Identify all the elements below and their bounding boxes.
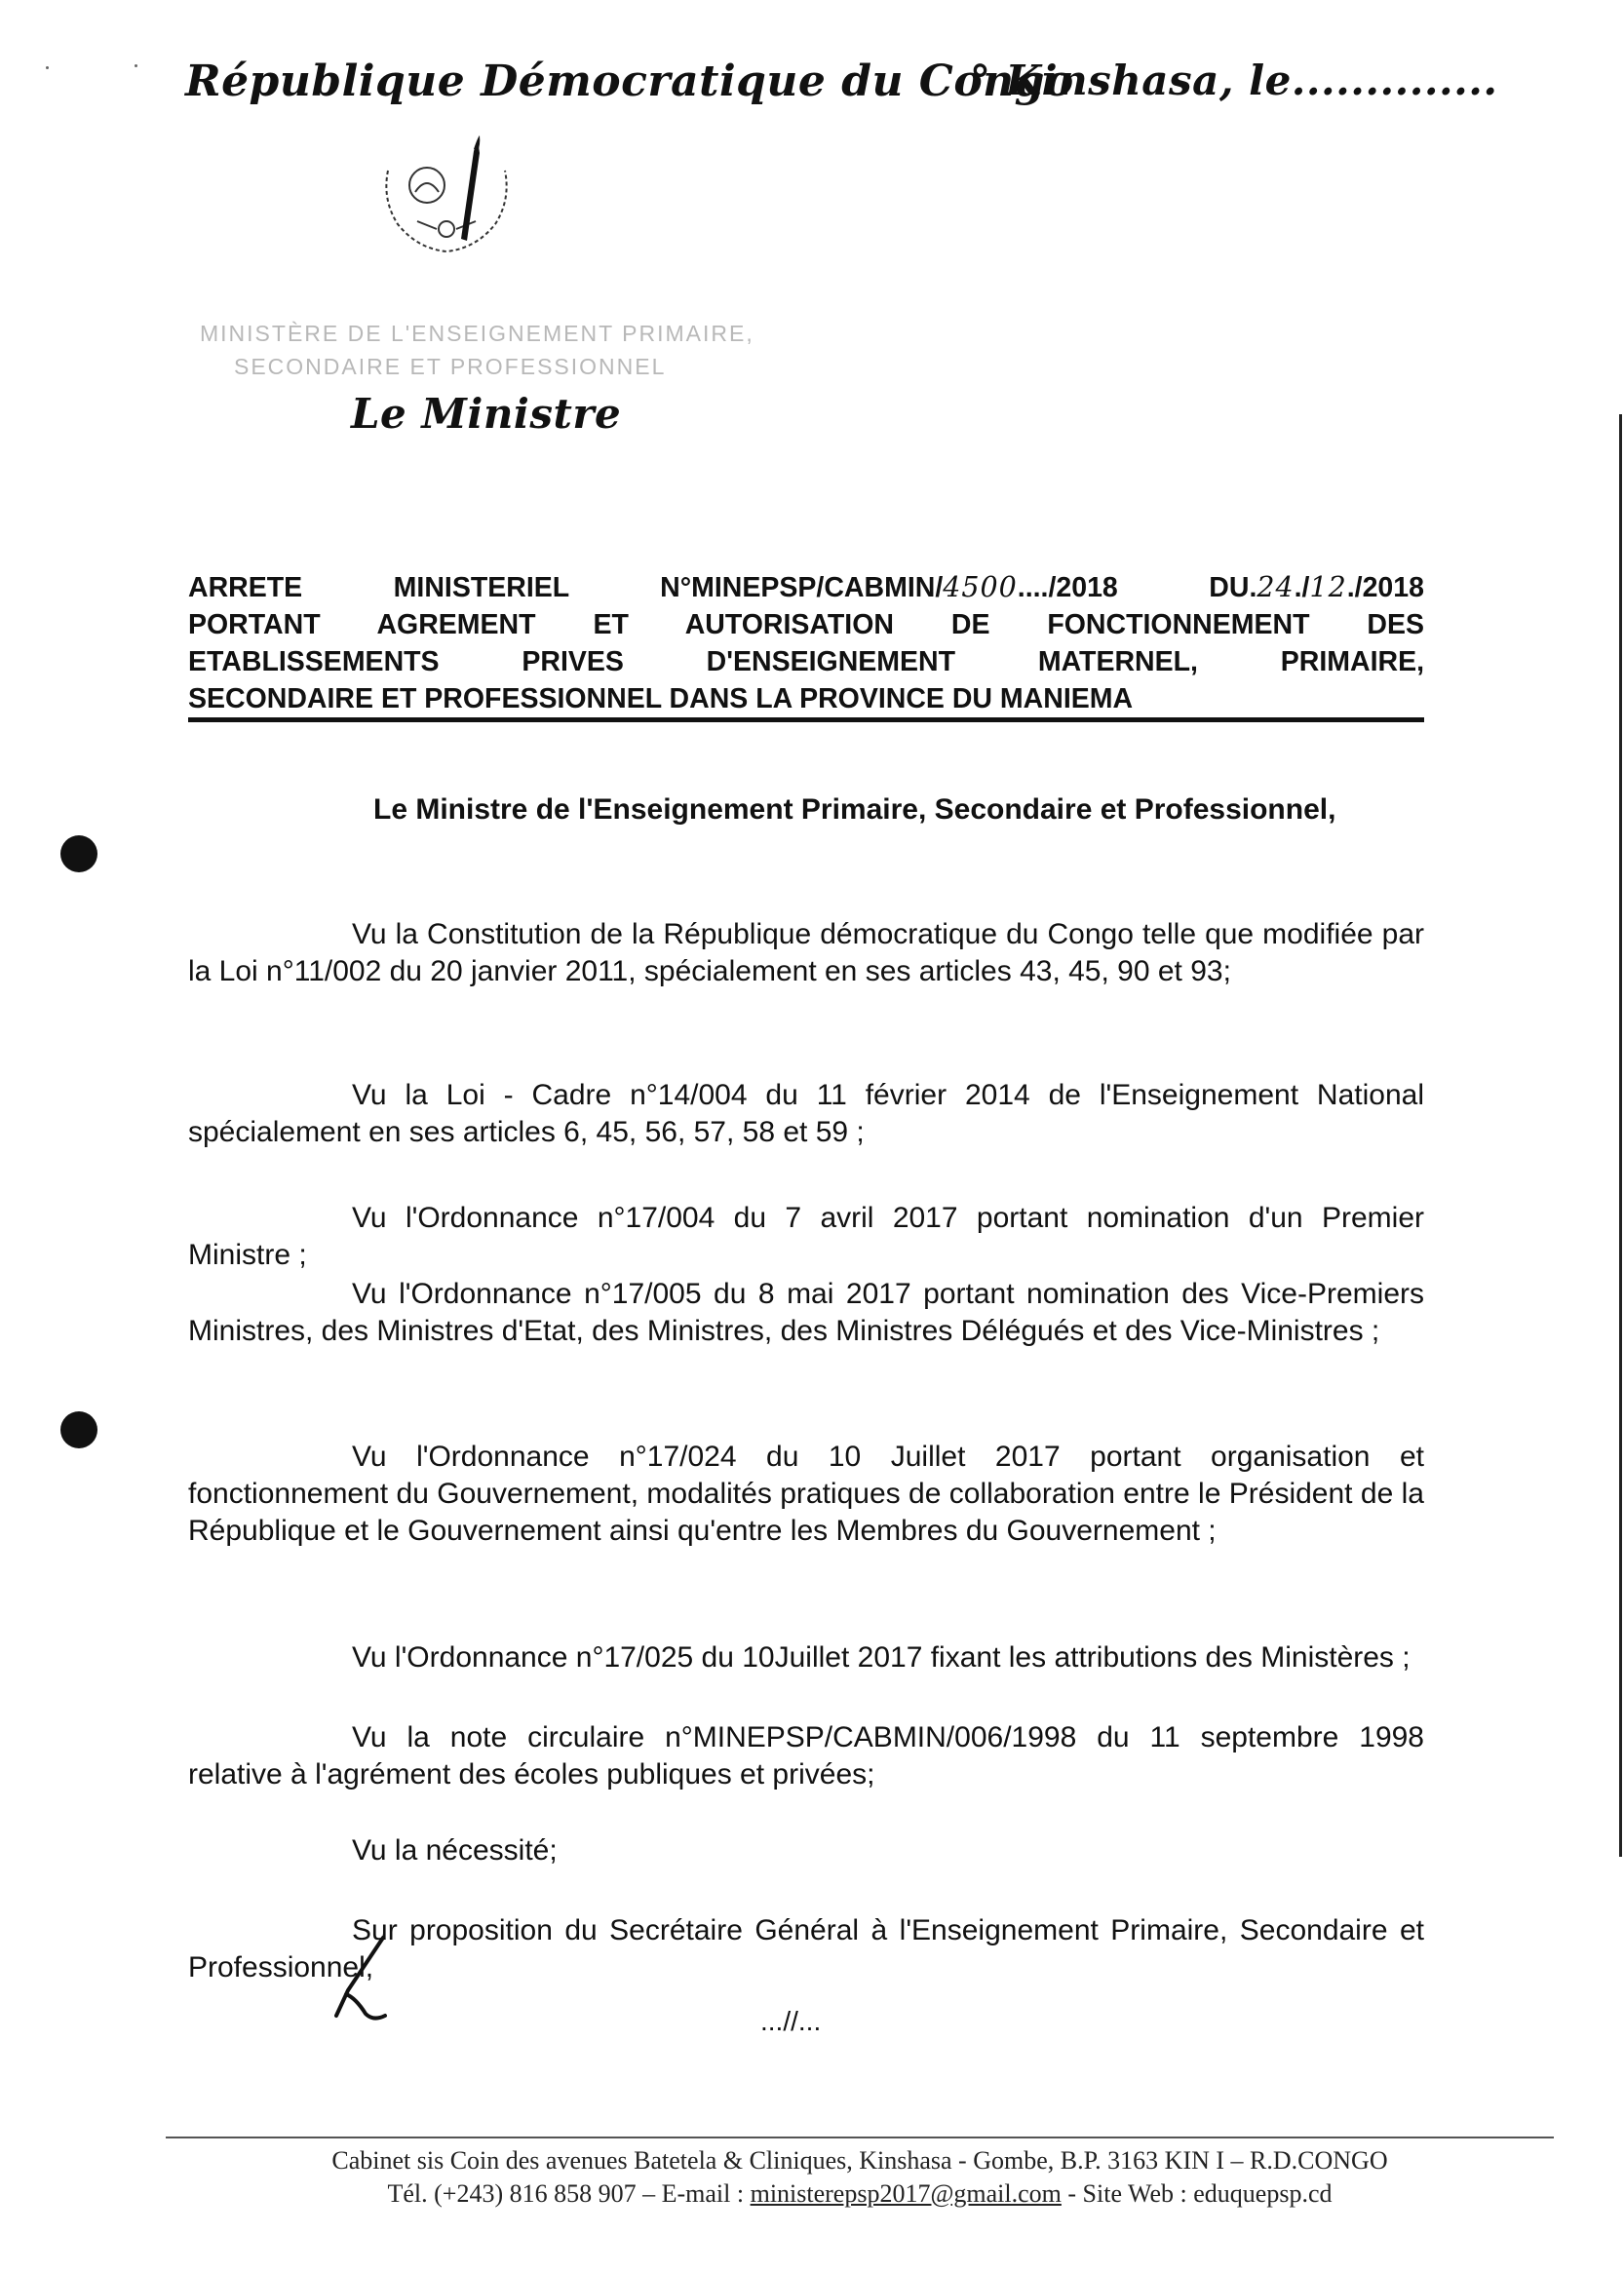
- scan-edge-line: [1619, 414, 1622, 1857]
- ministry-stamp-line: MINISTÈRE DE L'ENSEIGNEMENT PRIMAIRE,: [200, 321, 754, 346]
- footer-contact: Tél. (+243) 816 858 907 – E-mail : ministerepsp2017@gmail.com - Site Web : eduquepsp.cd: [387, 2179, 1333, 2208]
- decree-title-line-3: ETABLISSEMENTS PRIVES D'ENSEIGNEMENT MATERNEL, PRIMAIRE,: [188, 646, 1424, 677]
- footer-address: Cabinet sis Coin des avenues Batetela & Cliniques, Kinshasa - Gombe, B.P. 3163 KIN I – R.D.CONGO: [331, 2146, 1388, 2175]
- decree-title-line-2: PORTANT AGREMENT ET AUTORISATION DE FONCTIONNEMENT DES: [188, 609, 1424, 640]
- decree-title-line-1: ARRETE MINISTERIEL N°MINEPSP/CABMIN/4500..../2018 DU.24./12./2018: [188, 571, 1424, 603]
- handwritten-initial: [327, 1930, 395, 2022]
- recital-constitution: Vu la Constitution de la République démocratique du Congo telle que modifiée par la Loi n°11/002 du 20 janvier 2011, spécialement en ses articles 43, 45, 90 et 93;: [188, 918, 1424, 987]
- handwritten-decree-number: 4500: [943, 571, 1018, 603]
- place-date-line: ° Kinshasa, le..............: [970, 57, 1498, 104]
- ministry-stamp-line: SECONDAIRE ET PROFESSIONNEL: [234, 354, 667, 379]
- title-underline: [188, 717, 1424, 722]
- continuation-mark: ...//...: [760, 2006, 822, 2036]
- handwritten-day: 24: [1257, 571, 1295, 603]
- email-link[interactable]: ministerepsp2017@gmail.com: [750, 2179, 1062, 2208]
- recital-note-circulaire: Vu la note circulaire n°MINEPSP/CABMIN/006/1998 du 11 septembre 1998 relative à l'agrément des écoles publiques et privées;: [188, 1721, 1424, 1791]
- recital-ordonnance-17-004: Vu l'Ordonnance n°17/004 du 7 avril 2017 portant nomination d'un Premier Ministre ;: [188, 1202, 1424, 1271]
- recital-ordonnance-17-024: Vu l'Ordonnance n°17/024 du 10 Juillet 2017 portant organisation et fonctionnement du Gouvernement, modalités pratiques de collaboration entre le Président de la République et le Gouvernement ainsi qu'entre les Membres du Gouvernement ;: [188, 1441, 1424, 1547]
- recital-loi-cadre: Vu la Loi - Cadre n°14/004 du 11 février 2014 de l'Enseignement National spécialement en ses articles 6, 45, 56, 57, 58 et 59 ;: [188, 1079, 1424, 1148]
- coat-of-arms-emblem: [368, 132, 524, 258]
- punch-hole-mark: [60, 1411, 97, 1448]
- scan-speck: [135, 64, 137, 67]
- handwritten-month: 12: [1309, 571, 1347, 603]
- footer-rule: [166, 2137, 1554, 2138]
- recital-ordonnance-17-025: Vu l'Ordonnance n°17/025 du 10Juillet 2017 fixant les attributions des Ministères ;: [352, 1641, 1411, 1674]
- le-ministre-heading: Le Ministre: [351, 390, 622, 438]
- punch-hole-mark: [60, 835, 97, 872]
- republic-heading: République Démocratique du Congo: [185, 57, 1074, 106]
- recital-ordonnance-17-005: Vu l'Ordonnance n°17/005 du 8 mai 2017 portant nomination des Vice-Premiers Ministres, des Ministres d'Etat, des Ministres, des Ministres Délégués et des Vice-Ministres ;: [188, 1278, 1424, 1347]
- decree-title: [188, 569, 1424, 717]
- ministry-stamp: [200, 317, 754, 383]
- recital-necessite: Vu la nécessité;: [352, 1834, 558, 1867]
- minister-heading: Le Ministre de l'Enseignement Primaire, Secondaire et Professionnel,: [373, 793, 1336, 826]
- scan-speck: [46, 66, 49, 69]
- recital-proposition: Sur proposition du Secrétaire Général à l'Enseignement Primaire, Secondaire et Professionnel,: [188, 1914, 1424, 1983]
- footer: [166, 2144, 1554, 2211]
- decree-title-line-4: SECONDAIRE ET PROFESSIONNEL DANS LA PROVINCE DU MANIEMA: [188, 683, 1134, 714]
